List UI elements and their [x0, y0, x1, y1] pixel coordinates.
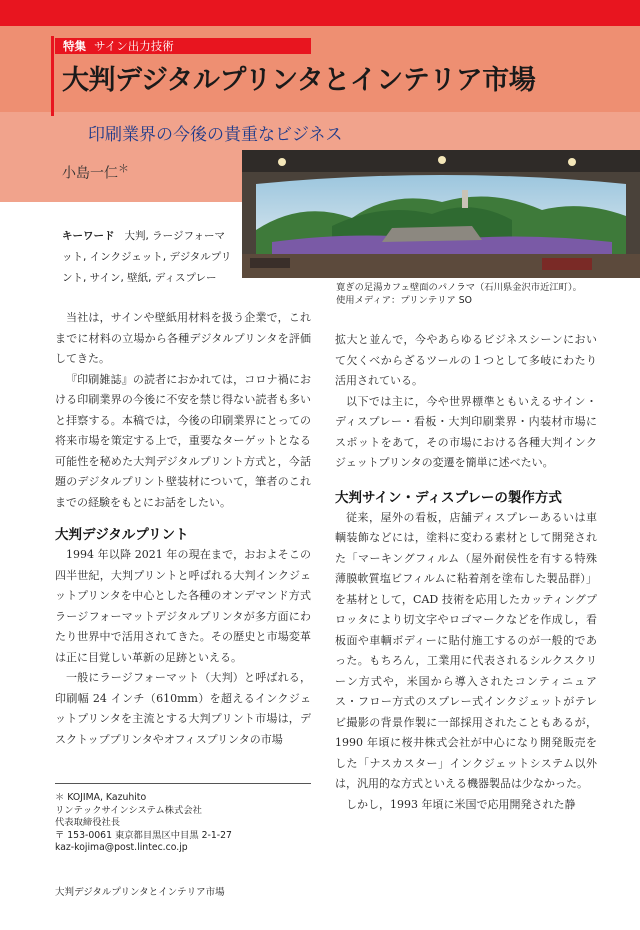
caption-line-1: 寛ぎの足湯カフェ壁面のパノラマ（石川県金沢市近江町）。 [336, 282, 582, 293]
section-heading-digital-print: 大判デジタルプリント [55, 527, 189, 543]
author-name-text: 小島一仁 [62, 165, 118, 182]
left-paragraph-4: 一般にラージフォーマット（大判）と呼ばれる，印刷幅 24 インチ（610mm）を超えるインクジェットプリンタを主流とする大判プリント市場は，デスクトッププリンタやオフィスプリンタの市場 [55, 671, 311, 746]
left-column [55, 308, 311, 750]
section-heading-sign-display: 大判サイン・ディスプレーの製作方式 [335, 489, 562, 506]
left-paragraph-3: 1994 年以降 2021 年の現在まで，おおよそこの四半世紀，大判プリントと呼ばれる大判インクジェットプリンタを中心とした各種のオンデマンド方式ラージフォーマットデジタルプリンタが多方面にわたり世界中で活用されてきた。その歴史と市場変革は正に目覚しい革新の足跡といえる。 [55, 548, 311, 664]
footnote-line-2: リンテックサインシステム株式会社 [55, 804, 202, 816]
right-paragraph-1: 拡大と並んで，今やあらゆるビジネスシーンにおいて欠くべからざるツールの１つとして多岐にわたり活用されている。 [335, 333, 597, 387]
footnote-line-4: 〒 153-0061 東京都目黒区中目黒 2-1-27 [55, 829, 232, 841]
keywords-label: キーワード [62, 230, 115, 242]
right-column [335, 330, 597, 815]
author-mark: ＊ [118, 162, 129, 175]
section-tag-text: サイン出力技術 [94, 39, 174, 53]
section-tag [55, 38, 311, 54]
author-footnote [55, 783, 311, 855]
keywords-text: 大判, ラージフォーマット, インクジェット, デジタルプリント, サイン, 壁紙, ディスプレー [62, 230, 232, 284]
header-accent-line [51, 36, 54, 116]
right-paragraph-4: しかし，1993 年頃に米国で応用開発された静 [346, 797, 576, 811]
right-paragraph-3: 従来，屋外の看板，店舗ディスプレーあるいは車輌装飾などには，塗料に変わる素材として開発された「マーキングフィルム（屋外耐侯性を有する特殊薄膜軟質塩ビフィルムに粘着剤を塗布した製品群）」を基材として，CAD 技術を応用したカッティングプロッタにより切文字やロゴマークなどを作成し，看板面や車輌ボディーに貼付施工するのが一般的であった。もちろん，工業用に代表されるシルクスクリーン方式や，米国から導入されたコンティニュアス・フロー方式のスプレー式インクジェットがテレビ撮影の背景作製に一部採用されたこともあるが，1990 年頃に桜井株式会社が中心になり開発販売をした「ナスカスター」インクジェットシステム以外は，汎用的な方式といえる機器製品は少なかった。 [335, 510, 597, 790]
section-tag-bold: 特集 [63, 39, 86, 53]
article-title: 大判デジタルプリンタとインテリア市場 [62, 65, 536, 96]
top-red-bar [0, 0, 640, 26]
panorama-illustration [242, 150, 640, 278]
panorama-photo [242, 150, 640, 278]
right-paragraph-2: 以下では主に，今や世界標準ともいえるサイン・ディスプレー・看板・大判印刷業界・内装材市場にスポットをあて，その市場における各種大判インクジェットプリンタの変遷を簡単に述べたい。 [335, 394, 597, 469]
keywords-block [62, 226, 234, 289]
left-paragraph-2: 『印刷雑誌』の読者におかれては，コロナ禍における印刷業界の今後に不安を禁じ得ない読者も多いと拝察する。本稿では，今後の印刷業界にとっての将来市場を策定する上で，重要なターゲットとなる可能性を秘めた大判デジタルプリント方式と，今話題のデジタルプリント壁装材について，筆者のこれまでの経験をもとにお話をしたい。 [55, 372, 311, 509]
caption-line-2: 使用メディア：プリンテリア SO [336, 295, 472, 306]
footnote-line-3: 代表取締役社長 [55, 817, 121, 828]
footnote-line-5: kaz-kojima@post.lintec.co.jp [55, 842, 188, 853]
left-paragraph-1: 当社は，サインや壁紙用材料を扱う企業で，これまでに材料の立場から各種デジタルプリンタを評価してきた。 [55, 311, 311, 365]
article-subtitle: 印刷業界の今後の貴重なビジネス [88, 125, 343, 145]
author-name [62, 160, 129, 183]
figure-caption [336, 281, 582, 307]
running-footer: 大判デジタルプリンタとインテリア市場 [55, 887, 225, 898]
footnote-line-1: ＊ KOJIMA, Kazuhito [55, 792, 147, 803]
